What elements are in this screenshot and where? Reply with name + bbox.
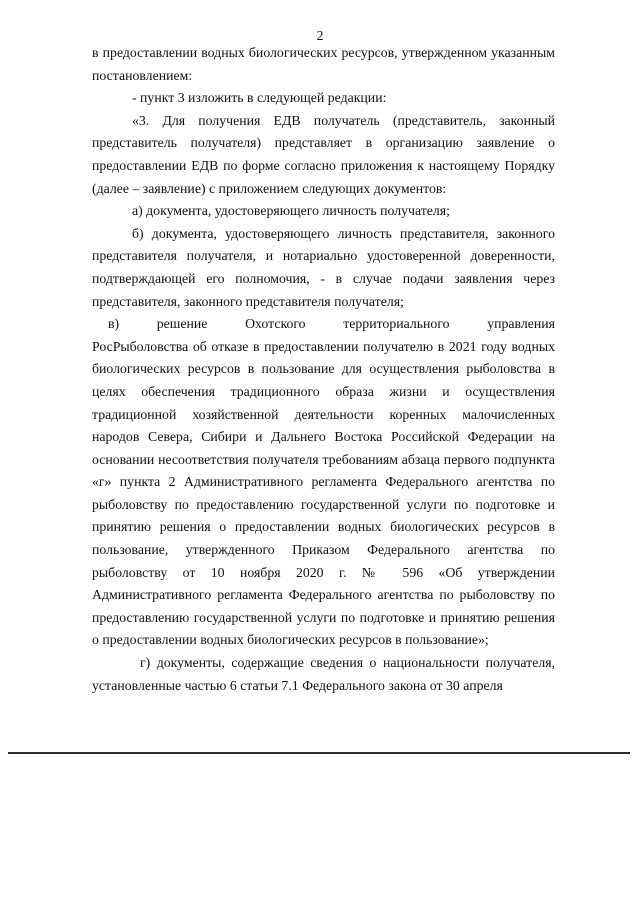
list-item-a: а) документа, удостоверяющего личность получателя; (132, 203, 450, 219)
list-item-g: г) документы, содержащие сведения о национальности получателя, установленные частью 6 статьи 7.1 Федерального закона от 30 апреля (92, 655, 555, 693)
list-item-v-word: решение (156, 316, 208, 332)
list-item-v-first-line (92, 313, 555, 336)
page-number: 2 (316, 28, 324, 43)
list-item-v-word: в) (108, 316, 120, 332)
list-item-b: б) документа, удостоверяющего личность представителя, законного представителя получателя, и нотариально удостоверенной доверенности, подтверждающей его полномочия, - в случае подачи заявления через представителя, законного представителя получателя; (92, 225, 555, 309)
list-item-v-word: управления (487, 316, 555, 332)
list-item-v-text: РосРыболовства об отказе в предоставлении получателю в 2021 году водных биологических ресурсов в пользование для осуществления рыболовства в целях обеспечения традиционного образа жизни и осуществления традиционной хозяйственной деятельности коренных малочисленных народов Севера, Сибири и Дальнего Востока Российской Федерации на основании несоответствия получателя требованиям абзаца первого подпункта «г» пункта 2 Административного регламента Федерального агентства по рыболовству по предоставлению государственной услуги по подготовке и принятию решения о предоставлении водных биологических ресурсов в пользование, утвержденного Приказом Федерального агентства по рыболовству от 10 ноября 2020 г. № 596 «Об утверждении Административного регламента Федерального агентства по рыболовству по предоставлению государственной услуги по подготовке и принятию решения о предоставлении водных биологических ресурсов в пользование»; (92, 338, 555, 648)
paragraph-point-3-instruction: - пункт 3 изложить в следующей редакции: (132, 90, 387, 106)
paragraph-continuation: в предоставлении водных биологических ресурсов, утвержденном указанным постановлением: (92, 45, 555, 83)
bottom-rule-divider (8, 752, 630, 754)
list-item-v-word: Охотского (245, 316, 306, 332)
document-body (92, 42, 555, 697)
paragraph-point-3-text: «3. Для получения ЕДВ получатель (представитель, законный представитель получателя) представляет в организацию заявление о предоставлении ЕДВ по форме согласно приложения к настоящему Порядку (далее – заявление) с приложением следующих документов: (92, 112, 555, 196)
list-item-v (92, 313, 555, 652)
list-item-v-word: территориального (343, 316, 450, 332)
